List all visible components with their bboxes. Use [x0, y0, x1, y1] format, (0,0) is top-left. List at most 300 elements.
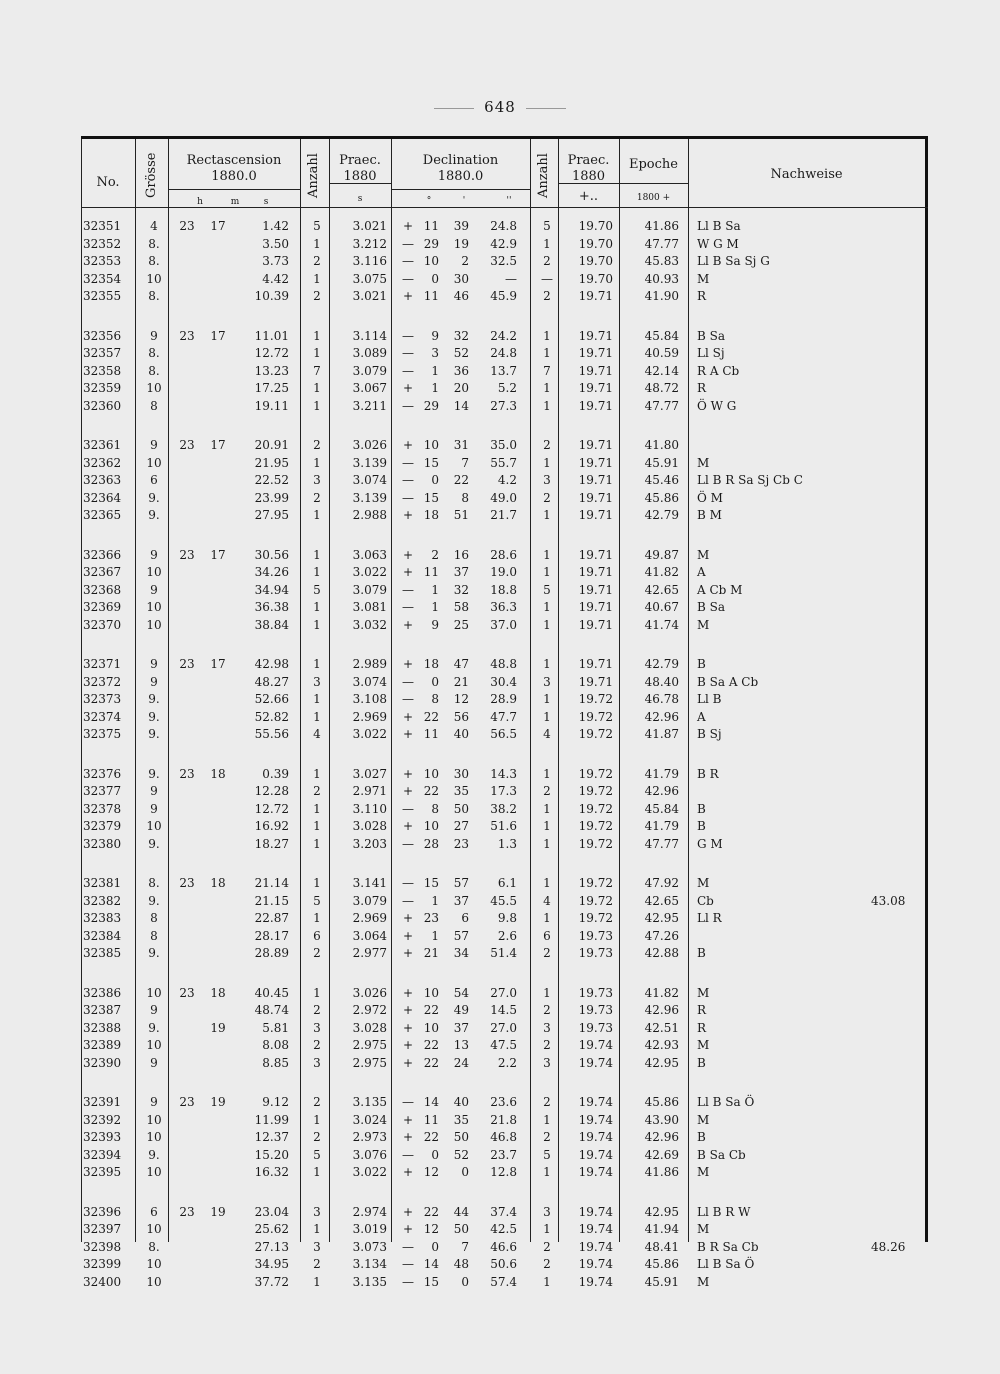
header-epoche-title: Epoche — [629, 157, 678, 172]
cell-nw: Ll B Sa Ö — [697, 1095, 755, 1109]
cell-pr1: 3.075 — [352, 271, 387, 286]
catalogue-table — [81, 136, 928, 1289]
cell-an1: 2 — [313, 289, 321, 303]
cell-sg: + — [402, 657, 414, 671]
cell-gr: 10 — [146, 1274, 162, 1289]
cell-an1: 1 — [313, 398, 321, 413]
cell-dd: 11 — [423, 727, 439, 741]
cell-sg: — — [402, 836, 414, 851]
cell-h: 23 — [179, 985, 195, 1000]
cell-an2: 2 — [543, 1003, 551, 1017]
header-groesse: Grösse — [144, 152, 159, 198]
cell-s: 18.27 — [254, 836, 289, 851]
cell-pr1: 2.974 — [352, 1204, 387, 1219]
table-row — [81, 984, 928, 1002]
cell-an1: 2 — [313, 1095, 321, 1109]
cell-ep: 41.87 — [644, 727, 679, 741]
cell-nw: B — [697, 1130, 706, 1144]
cell-sg: + — [402, 1165, 414, 1179]
cell-m: 19 — [210, 1204, 226, 1219]
cell-dm: 36 — [453, 363, 469, 378]
cell-gr: 8 — [150, 398, 158, 413]
table-row — [81, 725, 928, 743]
cell-sg: — — [402, 254, 414, 268]
table-row — [81, 1036, 928, 1054]
cell-dd: 22 — [423, 1204, 439, 1219]
cell-an2: 1 — [543, 1222, 551, 1236]
cell-nw: Ll R — [697, 911, 722, 925]
cell-dd: 8 — [431, 801, 439, 816]
cell-no: 32368 — [83, 582, 122, 597]
header-ra-title: Rectascension — [186, 153, 282, 168]
header-no: No. — [96, 175, 120, 190]
cell-nw: Cb — [697, 893, 714, 908]
cell-an2: 1 — [543, 801, 551, 816]
cell-pr1: 3.081 — [352, 600, 387, 614]
cell-pr1: 3.028 — [352, 1020, 387, 1035]
cell-pr1: 3.024 — [352, 1112, 387, 1127]
cell-gr: 9 — [150, 547, 158, 562]
cell-gr: 9 — [150, 328, 158, 343]
cell-sg: — — [402, 490, 414, 505]
cell-ds: 46.8 — [490, 1130, 517, 1144]
cell-dm: 19 — [453, 236, 469, 251]
cell-nw: B — [697, 657, 706, 671]
cell-no: 32395 — [83, 1165, 122, 1179]
cell-gr: 10 — [146, 1130, 162, 1144]
cell-m: 17 — [210, 657, 226, 671]
cell-ds: 30.4 — [490, 674, 517, 689]
cell-dm: 34 — [453, 946, 469, 960]
cell-pr1: 2.989 — [352, 657, 387, 671]
cell-s: 28.17 — [254, 928, 289, 943]
cell-no: 32363 — [83, 473, 122, 487]
cell-an1: 3 — [313, 1239, 321, 1254]
cell-pr2: 19.74 — [578, 1095, 613, 1109]
cell-dd: 3 — [431, 346, 439, 360]
cell-pr1: 3.135 — [352, 1274, 387, 1289]
cell-no: 32351 — [83, 219, 122, 233]
cell-dd: 29 — [423, 398, 439, 413]
cell-nw: B — [697, 819, 706, 833]
cell-pr1: 3.108 — [352, 692, 387, 706]
table-row — [81, 362, 928, 380]
cell-ds: 14.5 — [490, 1003, 517, 1017]
cell-an2: 1 — [543, 398, 551, 413]
cell-s: 8.08 — [262, 1038, 289, 1052]
cell-dm: 12 — [453, 692, 469, 706]
cell-s: 3.73 — [262, 254, 289, 268]
cell-gr: 8. — [148, 1239, 160, 1254]
cell-an1: 2 — [313, 1003, 321, 1017]
cell-no: 32386 — [83, 985, 122, 1000]
header-praec2-title: Praec. — [567, 153, 610, 168]
cell-nw: A — [697, 709, 706, 724]
cell-pr1: 3.032 — [352, 617, 387, 632]
cell-dm: 23 — [453, 836, 469, 851]
cell-no: 32389 — [83, 1038, 122, 1052]
cell-ex: 48.26 — [871, 1239, 906, 1254]
cell-ds: 5.2 — [497, 381, 517, 395]
cell-nw: B — [697, 801, 706, 816]
cell-ep: 42.95 — [644, 911, 679, 925]
cell-dd: 9 — [431, 328, 439, 343]
table-row — [81, 1019, 928, 1037]
cell-dd: 15 — [423, 490, 439, 505]
cell-no: 32393 — [83, 1130, 122, 1144]
cell-pr1: 3.089 — [352, 346, 387, 360]
cell-ds: 37.0 — [490, 617, 517, 632]
cell-ep: 42.95 — [644, 1055, 679, 1070]
header-ra-s: s — [263, 197, 269, 207]
cell-sg: — — [402, 271, 414, 286]
cell-sg: + — [402, 1130, 414, 1144]
cell-pr2: 19.72 — [578, 766, 613, 781]
cell-sg: + — [402, 1055, 414, 1070]
cell-ep: 42.96 — [644, 709, 679, 724]
cell-dd: 10 — [423, 766, 439, 781]
cell-sg: — — [402, 363, 414, 378]
cell-ds: 51.6 — [490, 819, 517, 833]
header-anzahl2: Anzahl — [536, 153, 551, 198]
cell-an2: 2 — [543, 1257, 551, 1271]
cell-gr: 8. — [148, 254, 160, 268]
cell-pr1: 3.019 — [352, 1222, 387, 1236]
cell-pr2: 19.71 — [578, 547, 613, 562]
cell-gr: 10 — [146, 565, 162, 579]
cell-dd: 1 — [431, 363, 439, 378]
cell-an1: 1 — [313, 508, 321, 522]
cell-sg: + — [402, 547, 414, 562]
cell-nw: Ll B Sa Ö — [697, 1257, 755, 1271]
cell-an2: 3 — [543, 473, 551, 487]
cell-pr2: 19.72 — [578, 893, 613, 908]
cell-gr: 10 — [146, 1165, 162, 1179]
cell-gr: 9 — [150, 1003, 158, 1017]
cell-an1: 2 — [313, 490, 321, 505]
cell-dd: 0 — [431, 271, 439, 286]
cell-ds: 17.3 — [490, 784, 517, 798]
table-row — [81, 581, 928, 599]
table-row — [81, 287, 928, 305]
cell-ds: 46.6 — [490, 1239, 517, 1254]
cell-no: 32361 — [83, 438, 122, 452]
cell-an2: 2 — [543, 438, 551, 452]
rule-epoche-sub — [619, 183, 688, 184]
cell-s: 21.95 — [254, 455, 289, 470]
cell-nw: R — [697, 381, 707, 395]
cell-dd: 1 — [431, 381, 439, 395]
cell-gr: 9 — [150, 801, 158, 816]
cell-dm: 58 — [453, 600, 469, 614]
cell-pr2: 19.71 — [578, 363, 613, 378]
cell-m: 18 — [210, 985, 226, 1000]
cell-an2: 1 — [543, 236, 551, 251]
cell-nw: R — [697, 1003, 707, 1017]
cell-no: 32382 — [83, 893, 122, 908]
table-row — [81, 563, 928, 581]
cell-pr2: 19.71 — [578, 346, 613, 360]
cell-ds: 24.2 — [490, 328, 517, 343]
cell-h: 23 — [179, 766, 195, 781]
cell-pr2: 19.74 — [578, 1165, 613, 1179]
cell-dm: 52 — [453, 346, 469, 360]
cell-dm: 57 — [453, 876, 469, 890]
cell-m: 19 — [210, 1095, 226, 1109]
cell-dd: 15 — [423, 455, 439, 470]
cell-s: 1.42 — [262, 219, 289, 233]
cell-pr2: 19.72 — [578, 801, 613, 816]
cell-sg: + — [402, 1112, 414, 1127]
cell-ds: 35.0 — [490, 438, 517, 452]
cell-nw: M — [697, 876, 710, 890]
cell-an1: 2 — [313, 946, 321, 960]
cell-dm: 37 — [453, 565, 469, 579]
cell-no: 32354 — [83, 271, 122, 286]
cell-gr: 9 — [150, 657, 158, 671]
cell-pr1: 2.975 — [352, 1055, 387, 1070]
cell-gr: 10 — [146, 1038, 162, 1052]
cell-s: 40.45 — [254, 985, 289, 1000]
cell-gr: 8. — [148, 346, 160, 360]
cell-pr2: 19.71 — [578, 657, 613, 671]
cell-ds: 9.8 — [497, 911, 517, 925]
cell-pr1: 2.977 — [352, 946, 387, 960]
cell-sg: + — [402, 617, 414, 632]
cell-gr: 9. — [148, 893, 160, 908]
cell-pr1: 3.079 — [352, 582, 387, 597]
cell-no: 32378 — [83, 801, 122, 816]
table-row — [81, 909, 928, 927]
cell-dm: 50 — [453, 1222, 469, 1236]
cell-no: 32394 — [83, 1147, 122, 1162]
cell-dd: 1 — [431, 582, 439, 597]
cell-no: 32365 — [83, 508, 122, 522]
cell-ep: 42.65 — [644, 582, 679, 597]
cell-s: 34.94 — [254, 582, 289, 597]
table-row — [81, 892, 928, 910]
cell-sg: + — [402, 946, 414, 960]
cell-an1: 2 — [313, 1257, 321, 1271]
cell-nw: B — [697, 946, 706, 960]
cell-pr2: 19.74 — [578, 1257, 613, 1271]
cell-pr1: 3.079 — [352, 893, 387, 908]
cell-pr1: 3.026 — [352, 438, 387, 452]
table-row — [81, 1001, 928, 1019]
cell-sg: + — [402, 565, 414, 579]
cell-nw: Ll B Sa — [697, 219, 741, 233]
cell-pr2: 19.73 — [578, 1020, 613, 1035]
cell-sg: — — [402, 674, 414, 689]
table-row — [81, 471, 928, 489]
cell-gr: 9. — [148, 836, 160, 851]
cell-s: 8.85 — [262, 1055, 289, 1070]
cell-nw: B Sa A Cb — [697, 674, 759, 689]
cell-an2: 4 — [543, 893, 551, 908]
cell-s: 22.52 — [254, 473, 289, 487]
cell-an2: 2 — [543, 254, 551, 268]
header-decl-deg: ° — [426, 196, 432, 206]
cell-dd: 22 — [423, 1130, 439, 1144]
cell-m: 19 — [210, 1020, 226, 1035]
cell-pr2: 19.71 — [578, 565, 613, 579]
table-row — [81, 800, 928, 818]
cell-an2: 2 — [543, 1239, 551, 1254]
cell-an2: 5 — [543, 1147, 551, 1162]
cell-s: 11.01 — [254, 328, 289, 343]
cell-gr: 9. — [148, 508, 160, 522]
cell-dm: 31 — [453, 438, 469, 452]
cell-h: 23 — [179, 657, 195, 671]
cell-ds: 27.0 — [490, 1020, 517, 1035]
cell-dd: 2 — [431, 547, 439, 562]
cell-nw: B Sj — [697, 727, 722, 741]
cell-no: 32373 — [83, 692, 122, 706]
table-row — [81, 765, 928, 783]
cell-an2: — — [541, 271, 553, 286]
cell-ds: 28.9 — [490, 692, 517, 706]
cell-ds: 47.5 — [490, 1038, 517, 1052]
cell-m: 18 — [210, 766, 226, 781]
cell-an1: 1 — [313, 911, 321, 925]
cell-ds: 6.1 — [497, 876, 517, 890]
cell-nw: B R Sa Cb — [697, 1239, 759, 1254]
cell-ds: 18.8 — [490, 582, 517, 597]
cell-dm: 52 — [453, 1147, 469, 1162]
cell-h: 23 — [179, 219, 195, 233]
cell-dm: 35 — [453, 1112, 469, 1127]
cell-nw: R — [697, 289, 707, 303]
cell-nw: G M — [697, 836, 723, 851]
cell-sg: + — [402, 911, 414, 925]
cell-no: 32396 — [83, 1204, 122, 1219]
cell-sg: + — [402, 219, 414, 233]
cell-pr2: 19.74 — [578, 1147, 613, 1162]
cell-no: 32364 — [83, 490, 122, 505]
cell-dd: 11 — [423, 565, 439, 579]
cell-ep: 41.94 — [644, 1222, 679, 1236]
cell-an2: 1 — [543, 692, 551, 706]
header-epoche-unit: 1800 + — [636, 193, 671, 203]
cell-ep: 45.86 — [644, 490, 679, 505]
cell-an1: 1 — [313, 709, 321, 724]
cell-pr1: 2.972 — [352, 1003, 387, 1017]
cell-pr1: 3.028 — [352, 819, 387, 833]
cell-ep: 45.46 — [644, 473, 679, 487]
cell-pr1: 3.074 — [352, 473, 387, 487]
cell-sg: — — [402, 328, 414, 343]
cell-gr: 9. — [148, 692, 160, 706]
table-row — [81, 673, 928, 691]
cell-ds: 21.8 — [490, 1112, 517, 1127]
cell-an1: 1 — [313, 1165, 321, 1179]
cell-no: 32397 — [83, 1222, 122, 1236]
cell-pr1: 3.021 — [352, 289, 387, 303]
cell-an1: 5 — [313, 1147, 321, 1162]
cell-pr1: 3.076 — [352, 1147, 387, 1162]
cell-ds: 12.8 — [490, 1165, 517, 1179]
cell-an1: 2 — [313, 254, 321, 268]
cell-gr: 10 — [146, 455, 162, 470]
cell-dm: 39 — [453, 219, 469, 233]
cell-pr1: 3.063 — [352, 547, 387, 562]
cell-nw: M — [697, 455, 710, 470]
cell-no: 32387 — [83, 1003, 122, 1017]
header-decl-title: Declination — [422, 153, 499, 168]
cell-pr2: 19.74 — [578, 1274, 613, 1289]
cell-s: 25.62 — [254, 1222, 289, 1236]
cell-an2: 1 — [543, 1165, 551, 1179]
cell-gr: 6 — [150, 1204, 158, 1219]
cell-s: 28.89 — [254, 946, 289, 960]
cell-ds: 4.2 — [497, 473, 517, 487]
cell-s: 34.95 — [254, 1257, 289, 1271]
cell-no: 32355 — [83, 289, 122, 303]
cell-no: 32391 — [83, 1095, 122, 1109]
cell-pr2: 19.71 — [578, 438, 613, 452]
cell-nw: M — [697, 271, 710, 286]
cell-no: 32359 — [83, 381, 122, 395]
cell-ds: 23.7 — [490, 1147, 517, 1162]
cell-s: 20.91 — [254, 438, 289, 452]
cell-an2: 1 — [543, 1112, 551, 1127]
cell-no: 32385 — [83, 946, 122, 960]
cell-nw: M — [697, 547, 710, 562]
cell-sg: — — [402, 1239, 414, 1254]
cell-no: 32398 — [83, 1239, 122, 1254]
cell-ep: 42.93 — [644, 1038, 679, 1052]
cell-pr1: 2.969 — [352, 911, 387, 925]
cell-ep: 42.95 — [644, 1204, 679, 1219]
cell-an1: 2 — [313, 1038, 321, 1052]
cell-dd: 10 — [423, 254, 439, 268]
cell-ds: 13.7 — [490, 363, 517, 378]
cell-pr1: 2.973 — [352, 1130, 387, 1144]
cell-an1: 1 — [313, 565, 321, 579]
table-row — [81, 1111, 928, 1129]
cell-dd: 21 — [423, 946, 439, 960]
cell-no: 32372 — [83, 674, 122, 689]
cell-ep: 42.88 — [644, 946, 679, 960]
cell-nw: A — [697, 565, 706, 579]
header-ra-epoch: 1880.0 — [211, 169, 257, 184]
cell-pr1: 3.027 — [352, 766, 387, 781]
cell-ds: 21.7 — [490, 508, 517, 522]
cell-gr: 10 — [146, 271, 162, 286]
cell-pr2: 19.74 — [578, 1112, 613, 1127]
cell-dm: 51 — [453, 508, 469, 522]
cell-nw: W G M — [697, 236, 739, 251]
cell-an2: 2 — [543, 946, 551, 960]
cell-no: 32381 — [83, 876, 122, 890]
cell-an2: 1 — [543, 836, 551, 851]
cell-dm: 2 — [461, 254, 469, 268]
cell-pr1: 3.022 — [352, 565, 387, 579]
cell-dd: 22 — [423, 784, 439, 798]
cell-ep: 41.86 — [644, 219, 679, 233]
cell-dm: 44 — [453, 1204, 469, 1219]
cell-no: 32353 — [83, 254, 122, 268]
cell-ep: 40.67 — [644, 600, 679, 614]
cell-dm: 40 — [453, 1095, 469, 1109]
cell-an2: 3 — [543, 1020, 551, 1035]
cell-an2: 1 — [543, 819, 551, 833]
cell-pr1: 3.135 — [352, 1095, 387, 1109]
cell-ep: 41.82 — [644, 985, 679, 1000]
right-rule — [526, 108, 566, 109]
cell-ds: 28.6 — [490, 547, 517, 562]
cell-pr2: 19.70 — [578, 271, 613, 286]
